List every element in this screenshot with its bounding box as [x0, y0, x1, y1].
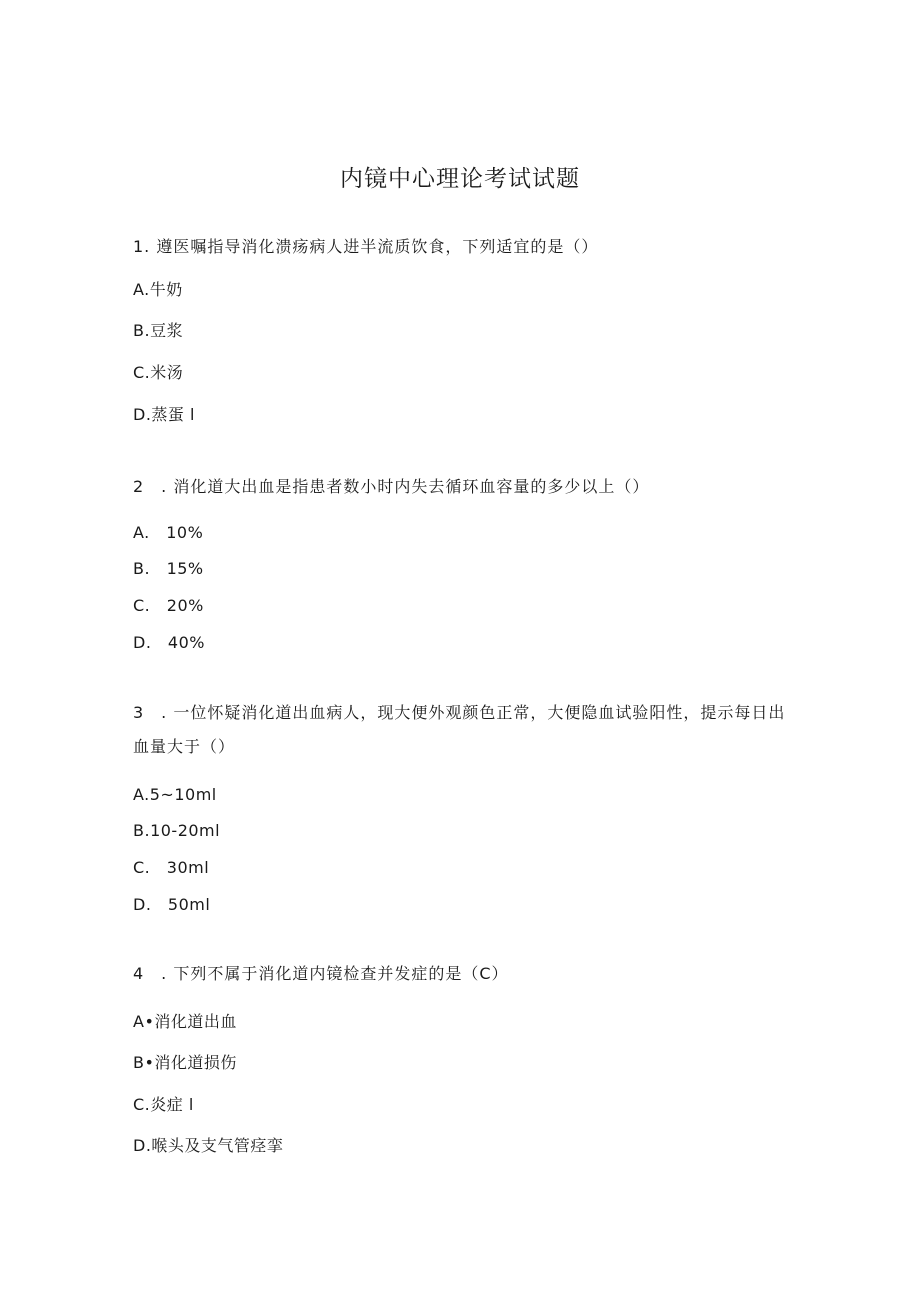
option-b: B. 15% — [133, 559, 204, 578]
option-d: D. 40% — [133, 633, 205, 652]
option-b: B•消化道损伤 — [133, 1053, 237, 1072]
question-stem-line-1: 3 . 一位怀疑消化道出血病人，现大便外观颜色正常，大便隐血试验阳性，提示每日出 — [133, 703, 786, 722]
question-stem: 2 . 消化道大出血是指患者数小时内失去循环血容量的多少以上（） — [133, 477, 650, 496]
option-a: A.牛奶 — [133, 280, 183, 299]
option-d: D.蒸蛋 l — [133, 405, 195, 424]
option-b: B.10-20ml — [133, 821, 221, 840]
option-b: B.豆浆 — [133, 321, 184, 340]
option-c: C.米汤 — [133, 363, 184, 382]
option-a: A. 10% — [133, 523, 204, 542]
question-stem: 1. 遵医嘱指导消化溃疡病人进半流质饮食，下列适宜的是（） — [133, 237, 599, 256]
option-c: C.炎症 l — [133, 1095, 194, 1114]
question-stem-line-2: 血量大于（） — [133, 737, 236, 756]
option-d: D. 50ml — [133, 895, 211, 914]
page-title: 内镜中心理论考试试题 — [340, 166, 580, 192]
option-c: C. 30ml — [133, 858, 210, 877]
option-d: D.喉头及支气管痉挛 — [133, 1136, 284, 1155]
question-stem: 4 . 下列不属于消化道内镜检查并发症的是（C） — [133, 964, 509, 983]
option-a: A•消化道出血 — [133, 1012, 237, 1031]
option-a: A.5~10ml — [133, 785, 217, 804]
option-c: C. 20% — [133, 596, 204, 615]
